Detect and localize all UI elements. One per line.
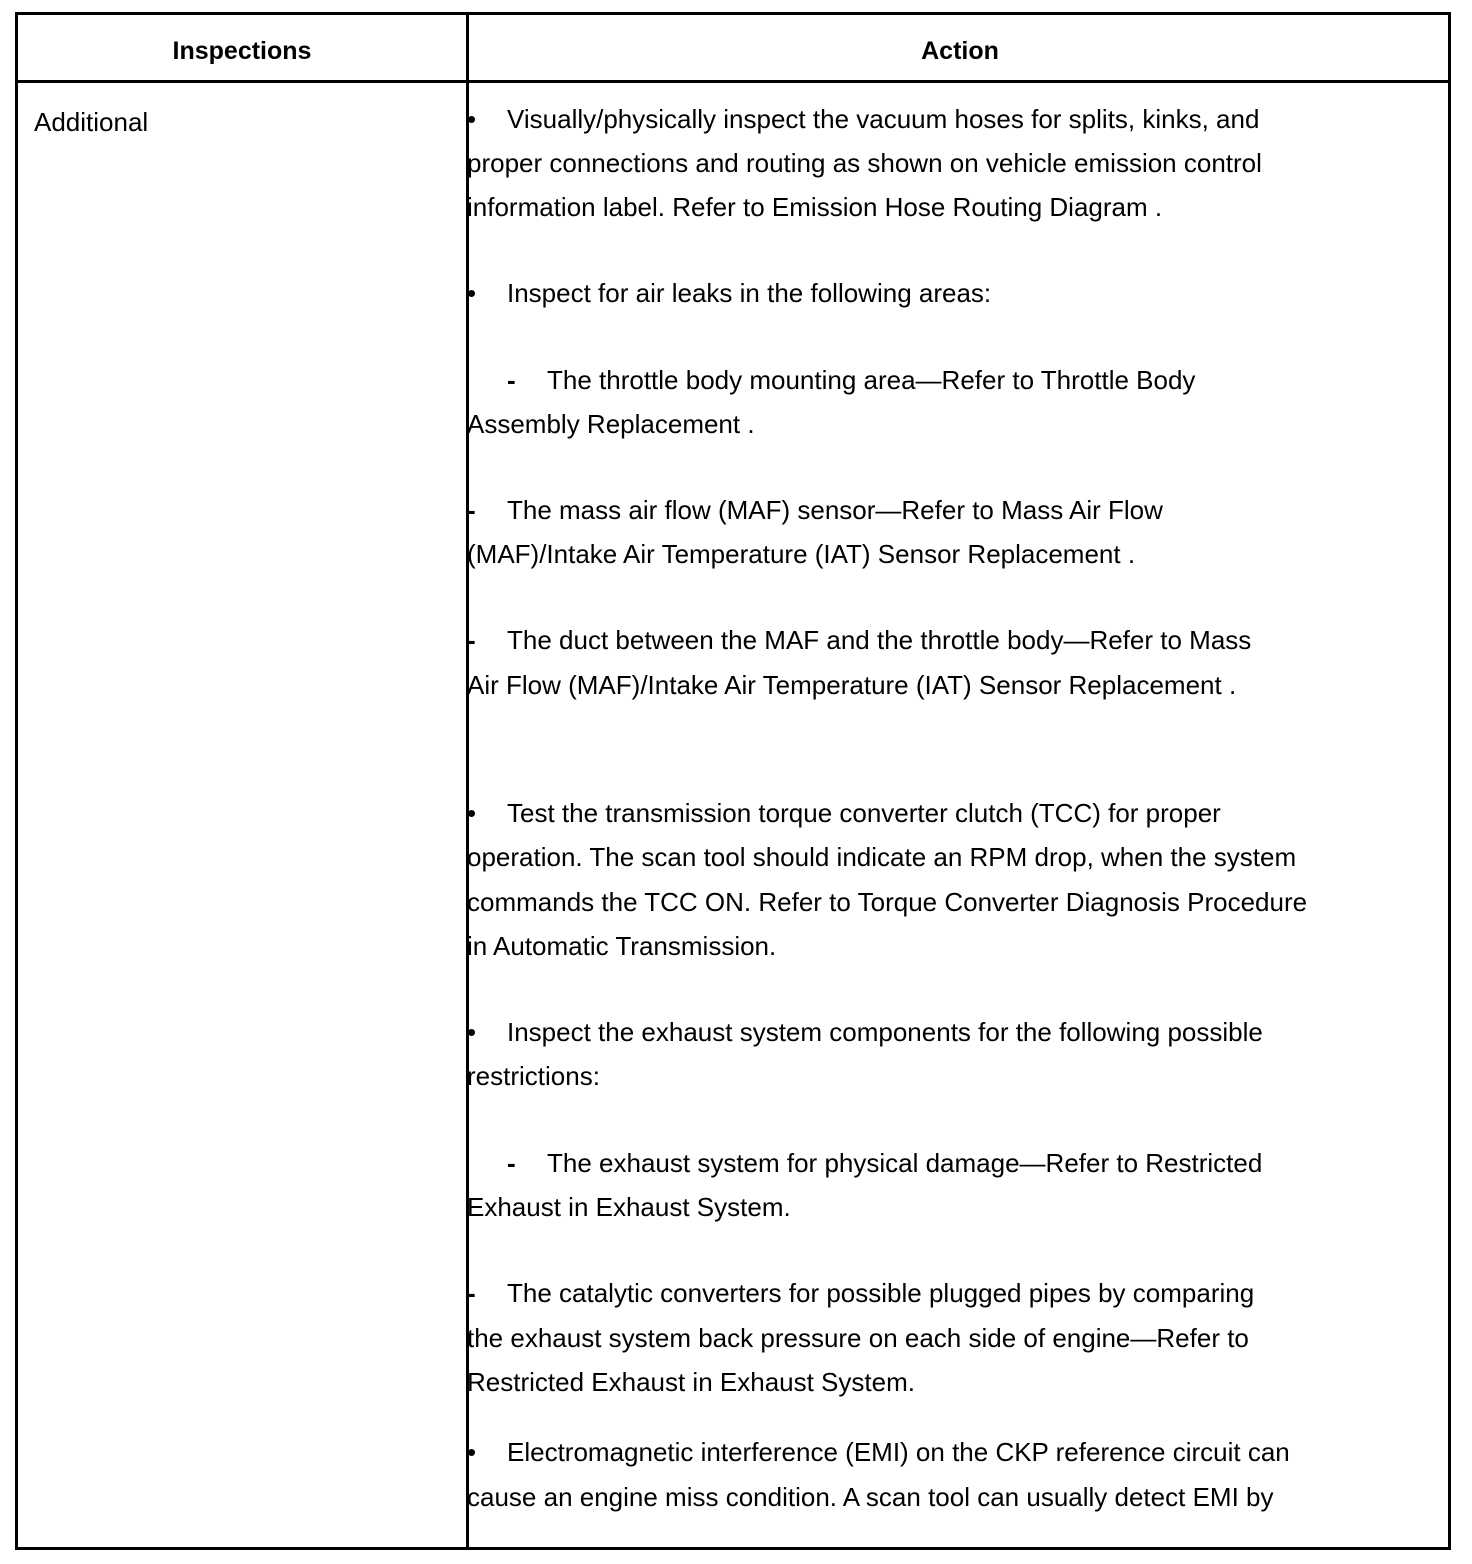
action-line-text: Air Flow (MAF)/Intake Air Temperature (IAT) Sensor Replacement . bbox=[467, 670, 1237, 700]
action-line-text: Inspect the exhaust system components for the following possible bbox=[507, 1017, 1263, 1047]
header-divider bbox=[18, 80, 1448, 83]
action-line bbox=[467, 798, 1221, 828]
bullet-marker: • bbox=[467, 1017, 477, 1047]
action-line bbox=[467, 1437, 1290, 1467]
action-line bbox=[467, 1061, 600, 1091]
action-line bbox=[467, 1278, 1254, 1308]
header-action: Action bbox=[921, 37, 999, 65]
action-line-text: (MAF)/Intake Air Temperature (IAT) Sensor Replacement . bbox=[467, 539, 1136, 569]
column-divider bbox=[466, 15, 469, 1547]
action-line-text: The mass air flow (MAF) sensor—Refer to Mass Air Flow bbox=[507, 495, 1163, 525]
action-line-text: operation. The scan tool should indicate an RPM drop, when the system bbox=[467, 842, 1297, 872]
bullet-marker: • bbox=[467, 104, 477, 134]
action-line bbox=[467, 1192, 791, 1222]
action-line bbox=[467, 1148, 1262, 1178]
action-line bbox=[467, 625, 1251, 655]
action-line-text: The exhaust system for physical damage—Refer to Restricted bbox=[547, 1148, 1263, 1178]
header-inspections: Inspections bbox=[172, 37, 312, 65]
action-line-text: The duct between the MAF and the throttle body—Refer to Mass bbox=[507, 625, 1252, 655]
action-line-text: restrictions: bbox=[467, 1061, 600, 1091]
action-line-text: Exhaust in Exhaust System. bbox=[467, 1192, 791, 1222]
action-line-text: cause an engine miss condition. A scan tool can usually detect EMI by bbox=[467, 1482, 1274, 1512]
dash-marker: - bbox=[467, 1278, 476, 1308]
action-line bbox=[467, 539, 1135, 569]
action-line-text: Inspect for air leaks in the following areas: bbox=[507, 278, 992, 308]
action-line bbox=[467, 1017, 1263, 1047]
inspection-cell: Additional bbox=[34, 107, 149, 137]
bullet-marker: • bbox=[467, 1437, 477, 1467]
action-line-text: proper connections and routing as shown on vehicle emission control bbox=[467, 148, 1262, 178]
action-line-text: The throttle body mounting area—Refer to Throttle Body bbox=[547, 365, 1196, 395]
dash-marker: - bbox=[507, 1148, 516, 1178]
action-line-text: commands the TCC ON. Refer to Torque Converter Diagnosis Procedure bbox=[467, 887, 1308, 917]
action-line bbox=[467, 842, 1296, 872]
inspection-table bbox=[15, 12, 1451, 1550]
action-line bbox=[467, 409, 755, 439]
action-line bbox=[467, 365, 1195, 395]
action-line-text: Assembly Replacement . bbox=[467, 409, 755, 439]
action-line bbox=[467, 278, 991, 308]
action-line bbox=[467, 670, 1236, 700]
dash-marker: - bbox=[507, 365, 516, 395]
action-line-text: information label. Refer to Emission Hose Routing Diagram . bbox=[467, 192, 1163, 222]
action-line bbox=[467, 887, 1307, 917]
action-line bbox=[467, 148, 1262, 178]
action-line bbox=[467, 1367, 915, 1397]
action-line-text: the exhaust system back pressure on each side of engine—Refer to bbox=[467, 1323, 1249, 1353]
dash-marker: - bbox=[467, 625, 476, 655]
action-line bbox=[467, 104, 1259, 134]
dash-marker: - bbox=[467, 495, 476, 525]
action-line bbox=[467, 931, 776, 961]
action-line-text: Test the transmission torque converter clutch (TCC) for proper bbox=[507, 798, 1221, 828]
action-line bbox=[467, 1482, 1273, 1512]
action-line bbox=[467, 495, 1163, 525]
bullet-marker: • bbox=[467, 798, 477, 828]
bullet-marker: • bbox=[467, 278, 477, 308]
action-line-text: Restricted Exhaust in Exhaust System. bbox=[467, 1367, 915, 1397]
action-line-text: Visually/physically inspect the vacuum hoses for splits, kinks, and bbox=[507, 104, 1260, 134]
action-line bbox=[467, 1323, 1249, 1353]
action-line-text: The catalytic converters for possible plugged pipes by comparing bbox=[507, 1278, 1255, 1308]
action-line bbox=[467, 192, 1162, 222]
action-line-text: in Automatic Transmission. bbox=[467, 931, 777, 961]
action-line-text: Electromagnetic interference (EMI) on the CKP reference circuit can bbox=[507, 1437, 1290, 1467]
